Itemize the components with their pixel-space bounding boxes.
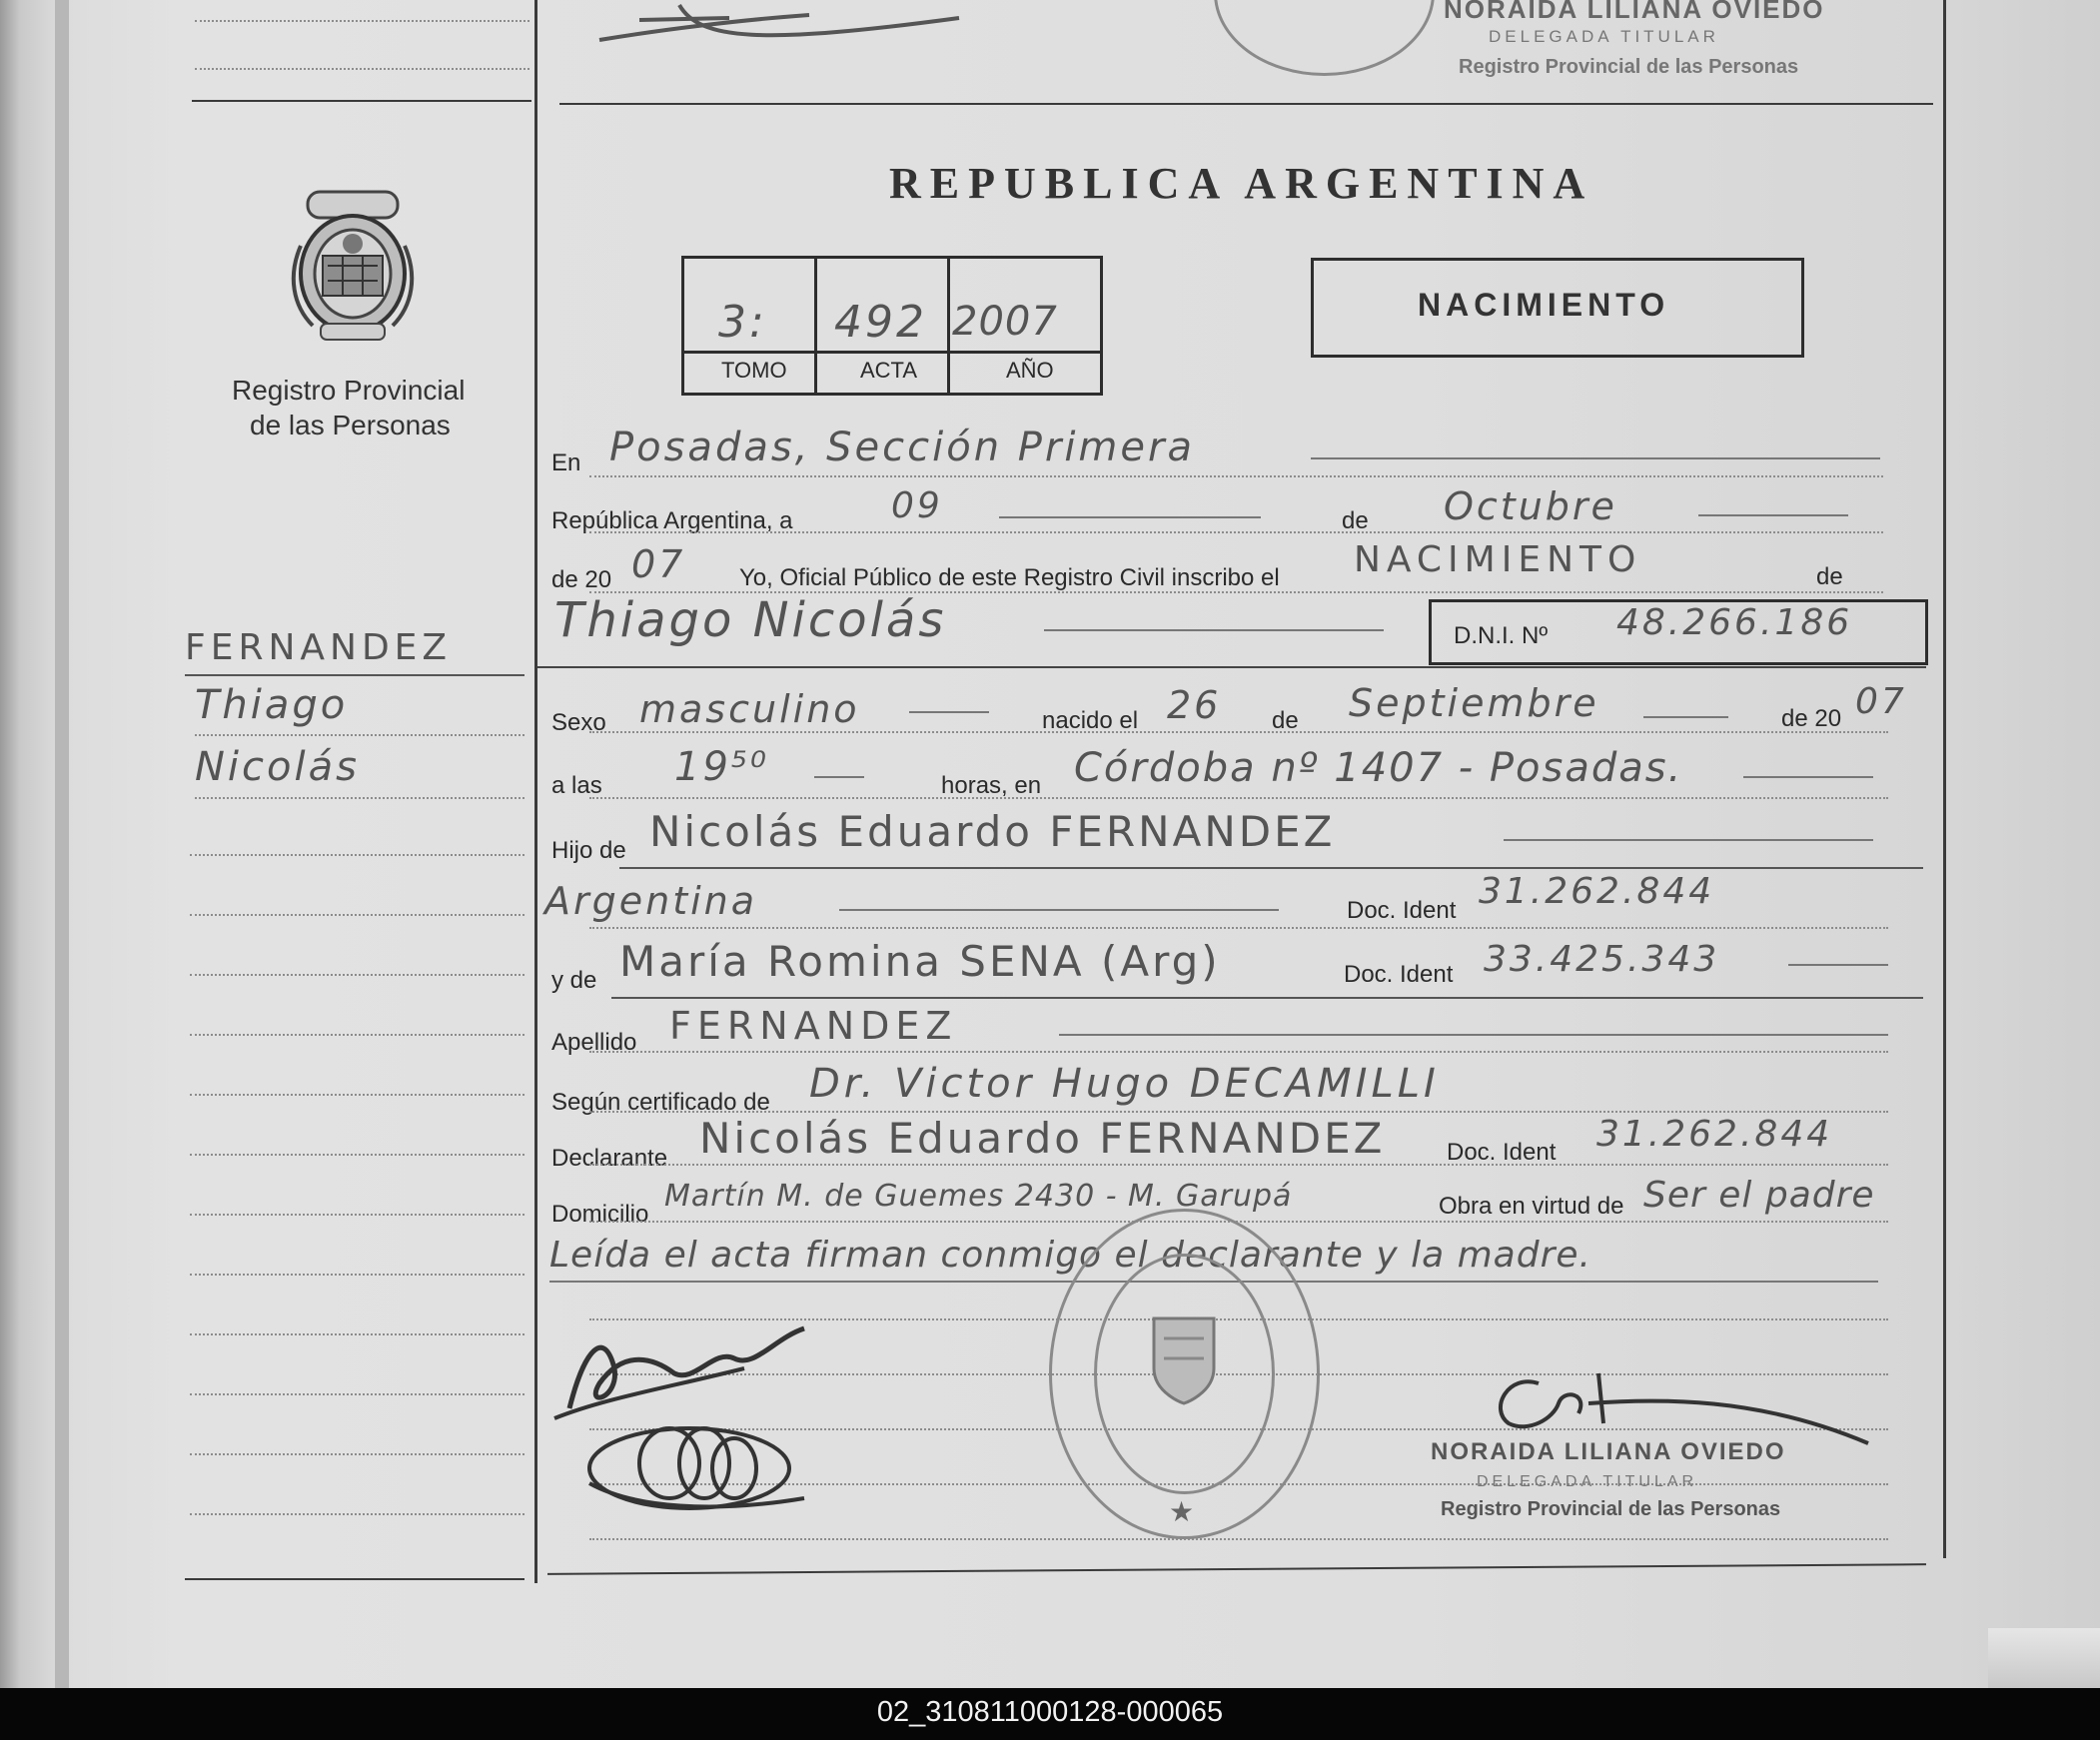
sidebar-line [190,1453,525,1455]
form-fill-dash [999,516,1261,518]
form-line [589,531,1883,533]
record-box-divider [684,351,1100,354]
sidebar-line [190,1393,525,1395]
domicilio-value: Martín M. de Guemes 2430 - M. Garupá [664,1179,1293,1214]
oficial-statement: Yo, Oficial Público de este Registro Civil inscribo el [739,564,1280,591]
form-fill-dash [1743,776,1873,778]
father-doc-label: Doc. Ident [1347,897,1457,924]
mother-signature [574,1388,834,1528]
en-label: En [551,449,581,476]
domicilio-label: Domicilio [551,1201,649,1228]
dni-value: 48.266.186 [1616,602,1853,643]
official-stamp-name: NORAIDA LILIANA OVIEDO [1431,1438,1786,1465]
sidebar-line [190,974,525,976]
mother-rule [611,997,1923,999]
form-fill-dash [1788,964,1888,966]
mother-name-value: María Romina SENA (Arg) [619,937,1221,986]
republica-label: República Argentina, a [551,507,793,534]
form-line [589,1111,1888,1113]
declarante-doc-label: Doc. Ident [1447,1139,1557,1166]
image-code: 02_310811000128-000065 [876,1696,1224,1728]
certificado-value: Dr. Victor Hugo DECAMILLI [809,1061,1440,1107]
mother-doc-label: Doc. Ident [1344,961,1454,988]
sidebar-line [190,1274,525,1276]
birth-month-value: Septiembre [1349,681,1599,725]
acta-value: 492 [834,297,927,348]
sidebar-line [190,1333,525,1335]
form-fill-dash [1698,514,1848,516]
frame-right-border [1943,0,1946,1558]
record-type-box [1311,258,1804,358]
nacido-label: nacido el [1042,707,1139,734]
apellido-value: FERNANDEZ [669,1004,958,1048]
sidebar-line [190,1513,525,1515]
form-line [589,1164,1888,1166]
apellido-label: Apellido [551,1029,637,1056]
sidebar-line [195,797,525,799]
provincial-coat-of-arms-icon [283,186,423,346]
acta-label: ACTA [860,358,918,383]
top-dotted-line [195,68,529,70]
signature-top [579,0,979,50]
hijo-label: Hijo de [551,837,626,864]
form-fill-dash [839,909,1279,911]
form-line [589,731,1888,733]
sidebar-surname: FERNANDEZ [185,627,453,668]
obra-label: Obra en virtud de [1439,1193,1624,1220]
main-bottom-rule [547,1563,1926,1575]
father-doc-value: 31.262.844 [1479,871,1715,912]
top-stamp-registry: Registro Provincial de las Personas [1459,56,1799,78]
column-divider [534,0,537,1583]
dni-box [1429,599,1928,665]
birth-year-label: de 20 [1781,705,1842,732]
top-stamp-title: DELEGADA TITULAR [1489,27,1719,46]
birth-year-value: 07 [1855,681,1907,722]
form-fill-dash [1504,839,1873,841]
form-fill-dash [1044,629,1384,631]
image-footer-bar [0,1688,2100,1740]
seal-star-icon: ★ [1169,1496,1195,1527]
sexo-label: Sexo [551,709,606,736]
sidebar-line [190,1154,525,1156]
record-number-box [681,256,1103,396]
de-label-3: de [1272,707,1299,734]
form-line [589,1538,1888,1540]
birth-day-value: 26 [1167,683,1222,727]
declarante-label: Declarante [551,1145,668,1172]
seal-emblem-icon [1144,1308,1224,1408]
anio-label: AÑO [1006,358,1054,383]
sidebar-line [195,734,525,736]
sidebar-line [190,854,525,856]
registration-day-value: 09 [891,485,943,526]
sidebar-name1: Thiago [195,682,349,728]
registration-year-value: 07 [631,542,686,586]
form-line [589,1051,1888,1053]
sidebar-line [190,914,525,916]
father-name-value: Nicolás Eduardo FERNANDEZ [649,807,1336,856]
official-stamp-title: DELEGADA TITULAR [1477,1473,1698,1490]
form-fill-dash [1643,716,1728,718]
declarante-value: Nicolás Eduardo FERNANDEZ [699,1114,1386,1163]
sexo-value: masculino [639,687,860,731]
closing-statement: Leída el acta firman conmigo el declarante y la madre. [549,1235,1591,1276]
de-label-2: de [1816,563,1843,590]
year-label: de 20 [551,566,612,593]
top-stamp-name: NORAIDA LILIANA OVIEDO [1444,0,1825,24]
form-line [589,475,1883,477]
child-name-value: Thiago Nicolás [554,592,947,648]
registry-name-line2: de las Personas [250,410,451,440]
official-stamp-registry: Registro Provincial de las Personas [1441,1498,1781,1520]
declarante-doc-value: 31.262.844 [1596,1114,1833,1155]
place-section-value: Posadas, Sección Primera [609,425,1195,470]
document-title: REPUBLICA ARGENTINA [889,159,1594,208]
inscribed-type-value: NACIMIENTO [1354,539,1642,580]
form-line [589,797,1888,799]
sidebar-bottom-rule [185,1578,525,1580]
form-fill-dash [909,711,989,713]
mother-doc-value: 33.425.343 [1484,939,1720,980]
horas-label: horas, en [941,772,1042,799]
parents-section-rule [619,867,1923,869]
identity-section-rule [537,666,1926,668]
obra-value: Ser el padre [1643,1175,1875,1216]
form-fill-dash [1311,457,1880,459]
yde-label: y de [551,967,597,994]
sidebar-line [190,1214,525,1216]
alas-label: a las [551,772,602,799]
father-nationality-value: Argentina [544,879,758,923]
form-fill-dash [1059,1034,1888,1036]
sidebar-name2: Nicolás [195,744,360,790]
sidebar-surname-rule [185,674,525,676]
binding-spine [55,0,69,1688]
top-seal-stamp [1214,0,1435,76]
segun-label: Según certificado de [551,1089,770,1116]
form-line [589,927,1888,929]
anio-value: 2007 [952,299,1058,345]
registration-month-value: Octubre [1444,484,1617,528]
form-fill-dash [814,776,864,778]
birth-hour-value: 19⁵⁰ [674,744,769,790]
sidebar-line [190,1034,525,1036]
next-page-edge [1988,1628,2100,1688]
record-type-label: NACIMIENTO [1418,287,1670,323]
sidebar-line [190,1094,525,1096]
sidebar-top-rule [192,100,531,102]
dni-label: D.N.I. Nº [1454,622,1549,649]
main-top-rule [559,103,1933,105]
registry-name-line1: Registro Provincial [232,375,466,406]
de-label: de [1342,507,1369,534]
birth-place-value: Córdoba nº 1407 - Posadas. [1074,745,1683,791]
tomo-label: TOMO [721,358,787,383]
top-dotted-line [195,20,529,22]
tomo-value: 3: [718,297,767,348]
